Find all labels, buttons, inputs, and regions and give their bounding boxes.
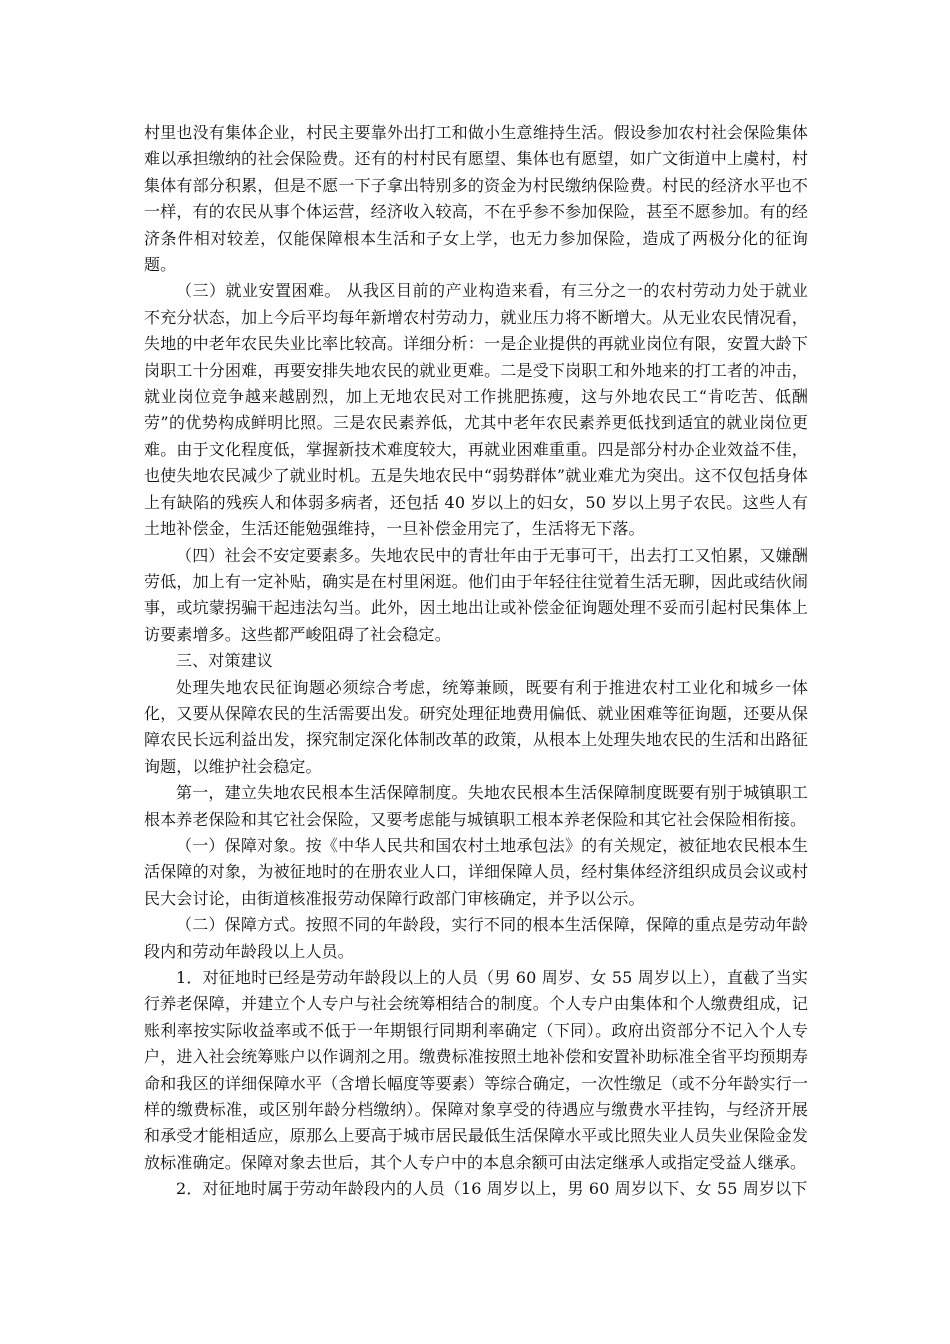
- paragraph-social-instability: （四）社会不安定要素多。失地农民中的青壮年由于无事可干，出去打工又怕累，又嫌酬劳低，加上有一定补贴，确实是在村里闲逛。他们由于年轻往往觉着生活无聊，因此或结伙闹事，或坑蒙拐骗干起违法勾当。此外，因土地出让或补偿金征询题处理不妥而引起村民集体上访要素增多。这些都严峻阻碍了社会稳定。: [144, 545, 808, 644]
- paragraph-item-1-elderly: 1．对征地时已经是劳动年龄段以上的人员（男 60 周岁、女 55 周岁以上），直截了当实行养老保障，并建立个人专户与社会统筹相结合的制度。个人专户由集体和个人缴费组成，记账利率按实际收益率或不低于一年期银行同期利率确定（下同）。政府出资部分不记入个人专户，进入社会统筹账户以作调剂之用。缴费标准按照土地补偿和安置补助标准全省平均预期寿命和我区的详细保障水平（含增长幅度等要素）等综合确定，一次性缴足（或不分年龄实行一样的缴费标准，或区别年龄分档缴纳）。保障对象享受的待遇应与缴费水平挂钩，与经济开展和承受才能相适应，原那么上要高于城市居民最低生活保障水平或比照失业人员失业保险金发放标准确定。保障对象去世后，其个人专户中的本息余额可由法定继承人或指定受益人继承。: [144, 968, 808, 1172]
- paragraph-overall-approach: 处理失地农民征询题必须综合考虑，统筹兼顾，既要有利于推进农村工业化和城乡一体化，又要从保障农民的生活需要出发。研究处理征地费用偏低、就业困难等征询题，还要从保障农民长远利益出发，探究制定深化体制改革的政策，从根本上处理失地农民的生活和出路征询题，以维护社会稳定。: [144, 677, 808, 776]
- document-body: [144, 120, 808, 1203]
- paragraph-employment-difficulty: （三）就业安置困难。 从我区目前的产业构造来看，有三分之一的农村劳动力处于就业不充分状态，加上今后平均每年新增农村劳动力，就业压力将不断增大。从无业农民情况看，失地的中老年农民失业比率比较高。详细分析：一是企业提供的再就业岗位有限，安置大龄下岗职工十分困难，再要安排失地农民的就业更难。二是受下岗职工和外地来的打工者的冲击，就业岗位竞争越来越剧烈，加上无地农民对工作挑肥拣瘦，这与外地农民工“肯吃苦、低酬劳”的优势构成鲜明比照。三是农民素养低，尤其中老年农民素养更低找到适宜的就业岗位更难。由于文化程度低，掌握新技术难度较大，再就业困难重重。四是部分村办企业效益不佳，也使失地农民减少了就业时机。五是失地农民中“弱势群体”就业难尤为突出。这不仅包括身体上有缺陷的残疾人和体弱多病者，还包括 40 岁以上的妇女，50 岁以上男子农民。这些人有土地补偿金，生活还能勉强维持，一旦补偿金用完了，生活将无下落。: [144, 281, 808, 539]
- paragraph-village-insurance: 村里也没有集体企业，村民主要靠外出打工和做小生意维持生活。假设参加农村社会保险集体难以承担缴纳的社会保险费。还有的村村民有愿望、集体也有愿望，如广文街道中上虞村，村集体有部分积累，但是不愿一下子拿出特别多的资金为村民缴纳保险费。村民的经济水平也不一样，有的农民从事个体运营，经济收入较高，不在乎参不参加保险，甚至不愿参加。有的经济条件相对较差，仅能保障根本生活和子女上学，也无力参加保险，造成了两极分化的征询题。: [144, 123, 808, 275]
- paragraph-first-measure: 第一，建立失地农民根本生活保障制度。失地农民根本生活保障制度既要有别于城镇职工根本养老保险和其它社会保险，又要考虑能与城镇职工根本养老保险和其它社会保险相衔接。: [144, 783, 808, 829]
- section-heading-countermeasures: 三、对策建议: [176, 651, 273, 671]
- paragraph-item-2-working-age: 2．对征地时属于劳动年龄段内的人员（16 周岁以上，男 60 周岁以下、女 55 周岁以下: [176, 1179, 808, 1199]
- paragraph-protection-methods: （二）保障方式。按照不同的年龄段，实行不同的根本生活保障，保障的重点是劳动年龄段内和劳动年龄段以上人员。: [144, 915, 808, 961]
- paragraph-protection-targets: （一）保障对象。按《中华人民共和国农村土地承包法》的有关规定，被征地农民根本生活保障的对象，为被征地时的在册农业人口，详细保障人员，经村集体经济组织成员会议或村民大会讨论，由街道核准报劳动保障行政部门审核确定，并予以公示。: [144, 835, 808, 908]
